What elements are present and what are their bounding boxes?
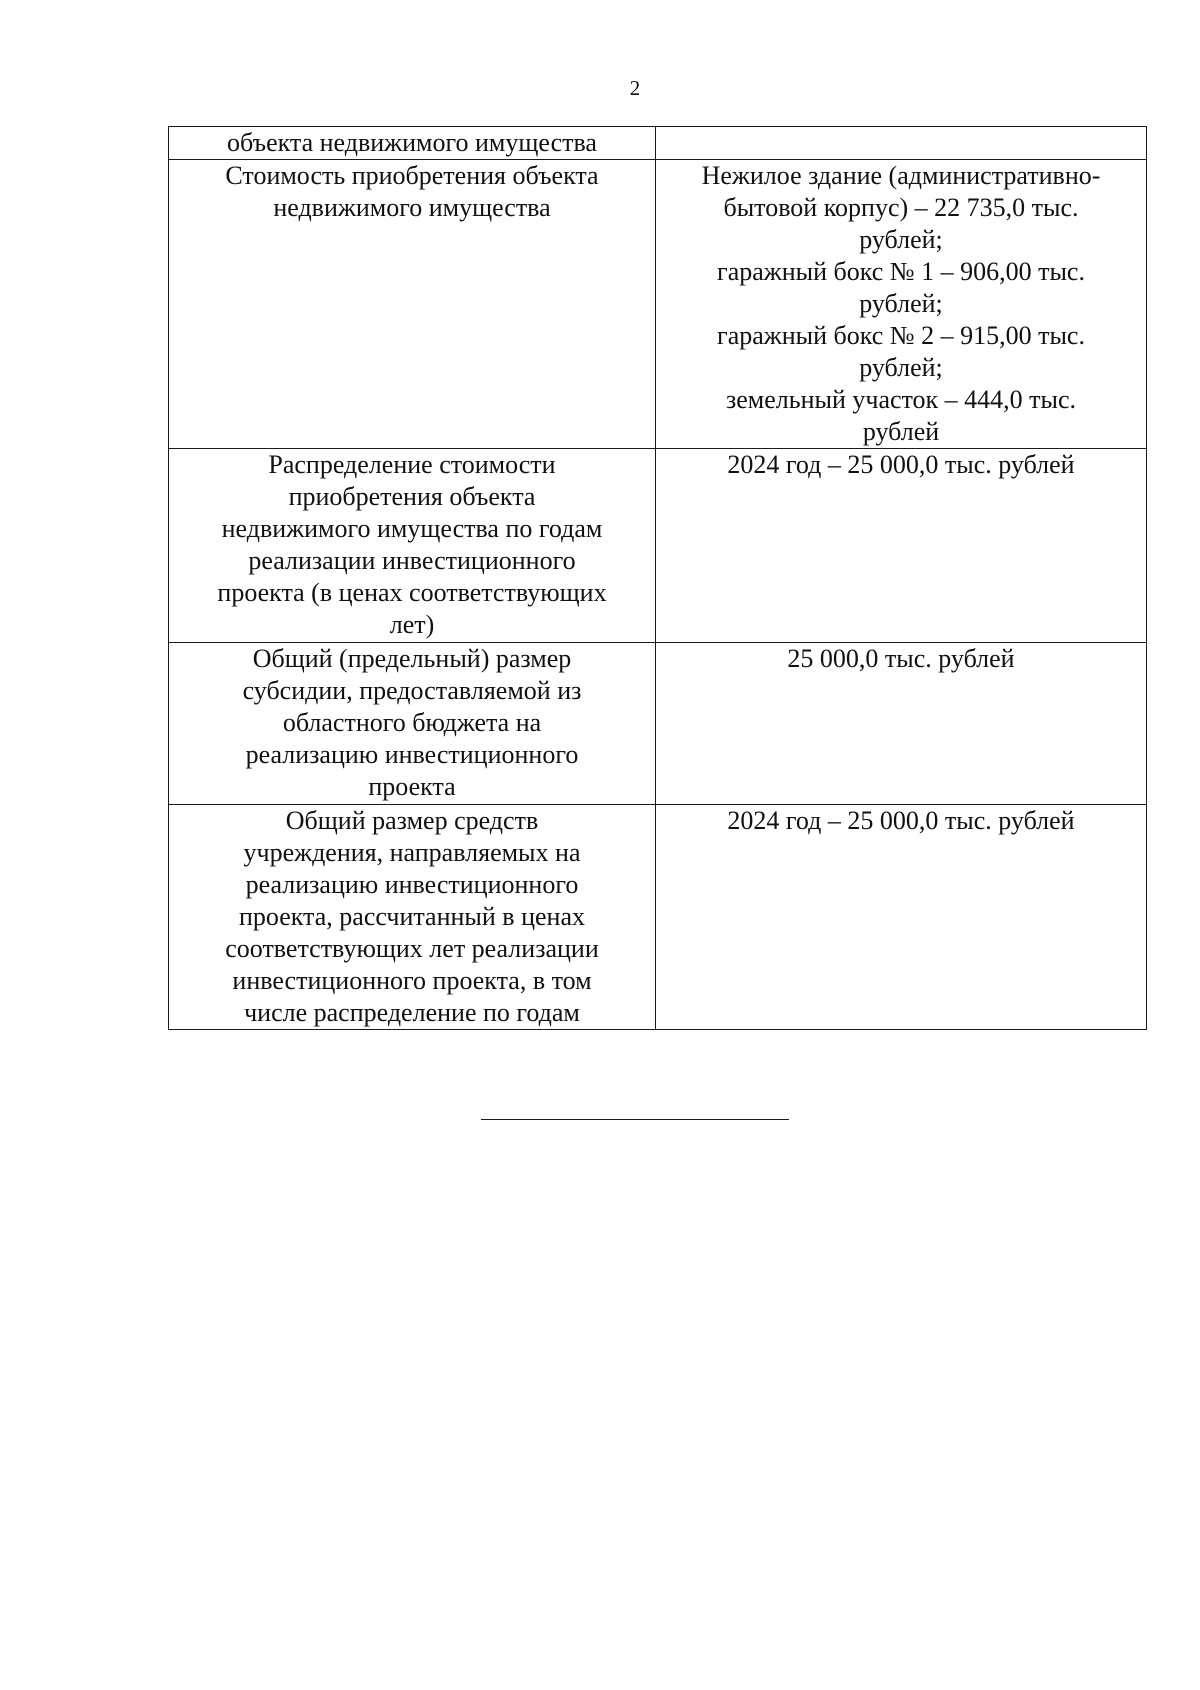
label-line: приобретения объекта: [288, 482, 536, 511]
label-line: Общий (предельный) размер: [252, 644, 572, 673]
label-line: областного бюджета на: [282, 708, 542, 737]
label-line: недвижимого имущества по годам: [221, 514, 603, 543]
value-line: рублей;: [859, 353, 943, 382]
table-row: [169, 805, 1147, 1030]
label-line: лет): [389, 610, 435, 639]
closing-rule: [481, 1119, 789, 1120]
value-line: 25 000,0 тыс. рублей: [787, 644, 1015, 673]
label-line: недвижимого имущества: [273, 193, 551, 222]
value-line: земельный участок – 444,0 тыс.: [725, 385, 1077, 414]
label-line: реализацию инвестиционного: [245, 740, 579, 769]
value-line: рублей;: [859, 225, 943, 254]
row-label-cell: [169, 127, 656, 160]
row-value-cell: [656, 449, 1147, 643]
row-value-cell: [656, 805, 1147, 1030]
table-row: [169, 160, 1147, 449]
label-line: реализации инвестиционного: [248, 546, 576, 575]
value-line: бытовой корпус) – 22 735,0 тыс.: [723, 193, 1079, 222]
value-line: гаражный бокс № 1 – 906,00 тыс.: [717, 257, 1085, 286]
row-value-cell: [656, 127, 1147, 160]
value-line: Нежилое здание (административно-: [701, 161, 1101, 190]
row-label-cell: [169, 805, 656, 1030]
label-line: реализацию инвестиционного: [245, 870, 579, 899]
value-line: гаражный бокс № 2 – 915,00 тыс.: [717, 321, 1085, 350]
row-label-cell: [169, 160, 656, 449]
value-line: 2024 год – 25 000,0 тыс. рублей: [727, 450, 1075, 479]
investment-project-table: [168, 126, 1147, 1030]
table-row: [169, 127, 1147, 160]
label-line: учреждения, направляемых на: [243, 838, 581, 867]
value-line: рублей: [862, 417, 940, 446]
row-value-cell: [656, 160, 1147, 449]
label-line: инвестиционного проекта, в том: [232, 966, 592, 995]
label-line: субсидии, предоставляемой из: [242, 676, 582, 705]
label-line: объекта недвижимого имущества: [227, 128, 597, 157]
row-value-cell: [656, 643, 1147, 805]
page-number: 2: [629, 76, 641, 100]
label-line: проекта: [368, 772, 456, 801]
label-line: Общий размер средств: [285, 806, 539, 835]
value-line: 2024 год – 25 000,0 тыс. рублей: [727, 806, 1075, 835]
row-label-cell: [169, 449, 656, 643]
label-line: проекта, рассчитанный в ценах: [239, 902, 585, 931]
label-line: соответствующих лет реализации: [225, 934, 599, 963]
table-row: [169, 449, 1147, 643]
value-line: рублей;: [859, 289, 943, 318]
label-line: проекта (в ценах соответствующих: [217, 578, 607, 607]
label-line: числе распределение по годам: [244, 998, 580, 1027]
table-row: [169, 643, 1147, 805]
label-line: Стоимость приобретения объекта: [225, 161, 599, 190]
row-label-cell: [169, 643, 656, 805]
label-line: Распределение стоимости: [268, 450, 556, 479]
